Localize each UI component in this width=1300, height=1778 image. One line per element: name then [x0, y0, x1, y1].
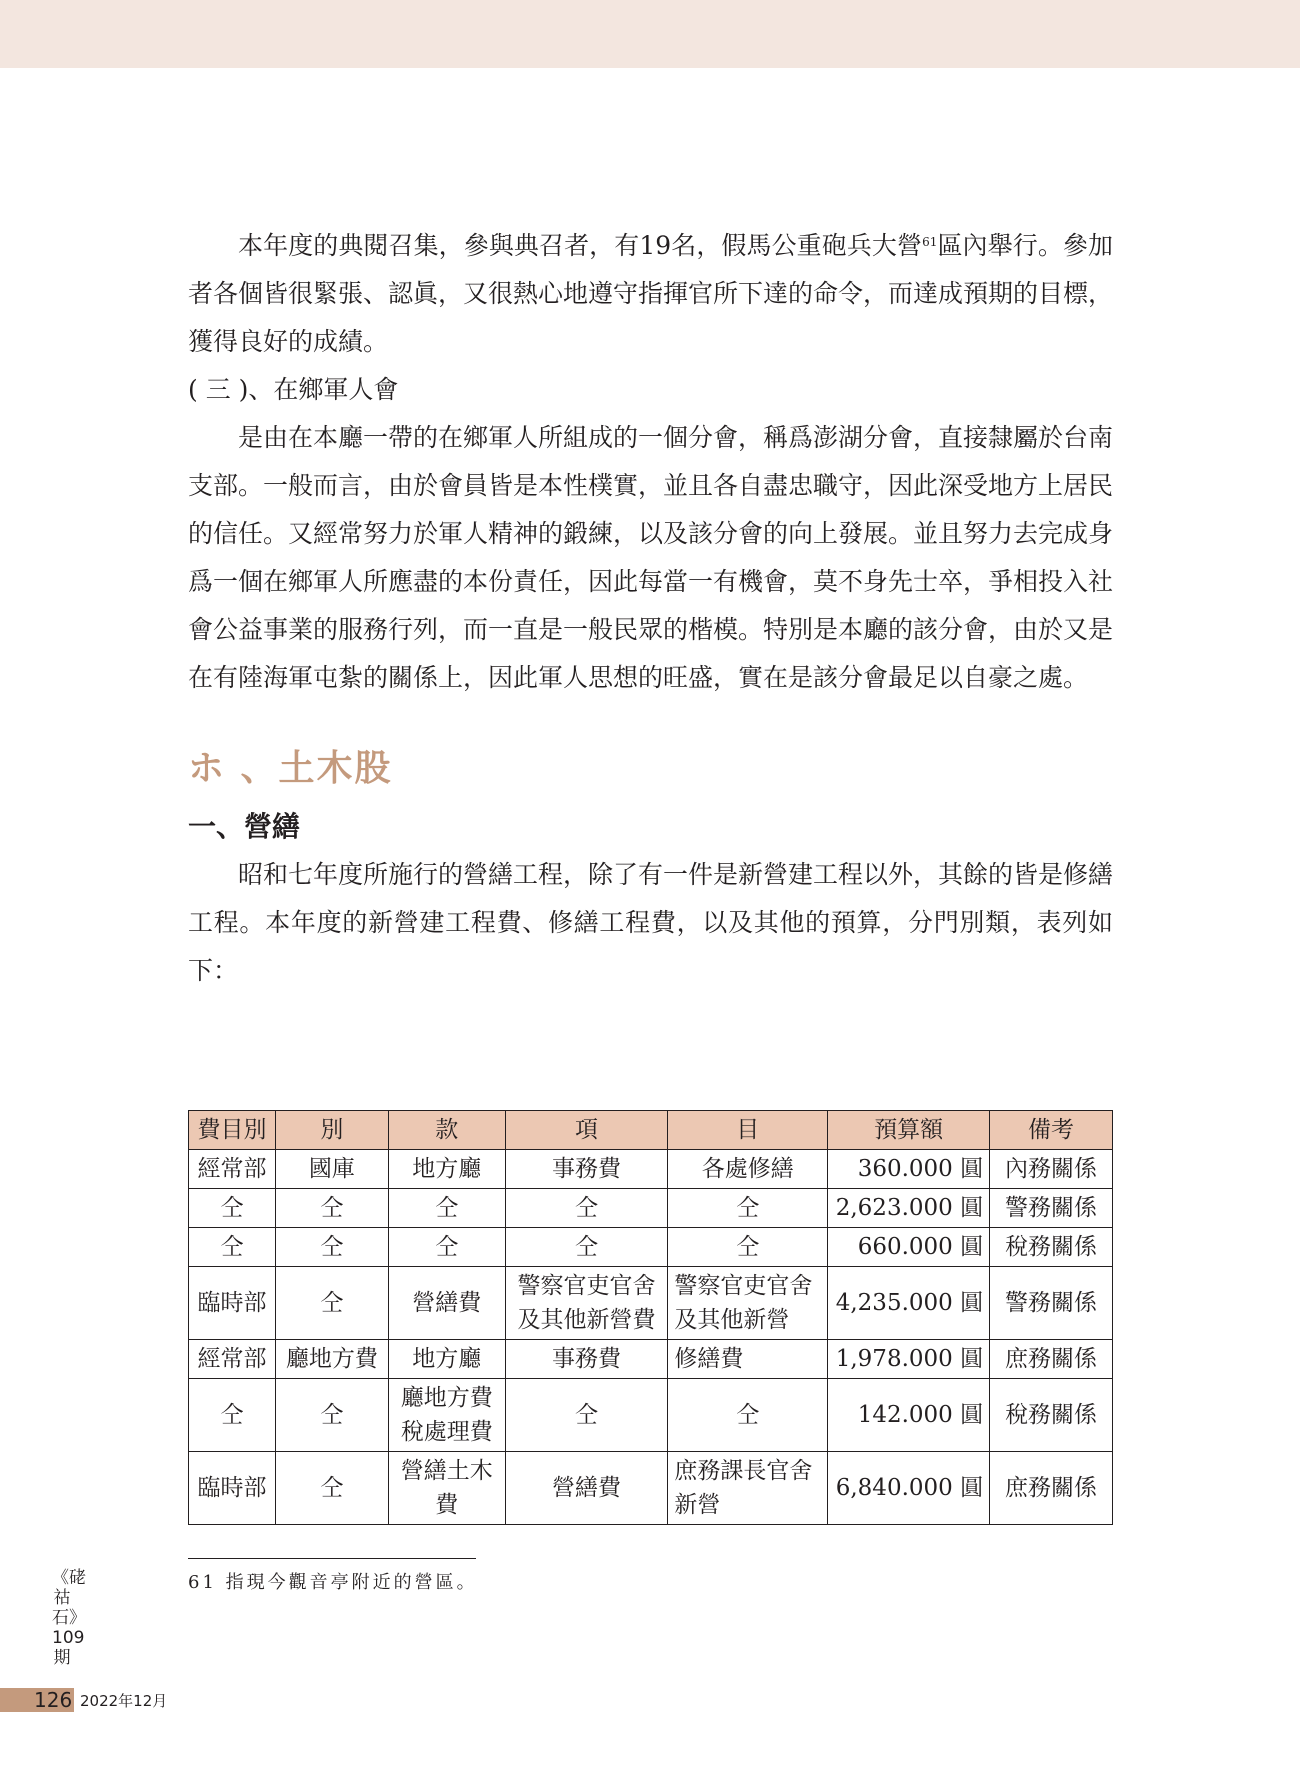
table-cell: 仝: [275, 1379, 388, 1452]
table-cell: 各處修繕: [668, 1150, 828, 1189]
table-cell: 4,235.000 圓: [828, 1267, 990, 1340]
table-cell: 仝: [275, 1189, 388, 1228]
publication-date: 2022年12月: [80, 1692, 168, 1710]
paragraph-3: 昭和七年度所施行的營繕工程，除了有一件是新營建工程以外，其餘的皆是修繕工程。本年度的新營建工程費、修繕工程費，以及其他的預算，分門別類，表列如下：: [188, 860, 1114, 985]
table-row: [189, 1228, 1113, 1267]
table-cell: 國庫: [275, 1150, 388, 1189]
table-cell: 仝: [668, 1228, 828, 1267]
table-cell: 仝: [189, 1189, 276, 1228]
table-cell: 廳地方費: [275, 1340, 388, 1379]
table-cell: 臨時部: [189, 1267, 276, 1340]
footnote-ref[interactable]: 61: [922, 235, 938, 249]
table-cell: 仝: [275, 1452, 388, 1525]
table-cell: 6,840.000 圓: [828, 1452, 990, 1525]
subheading: ( 三 )、在鄉軍人會: [188, 375, 399, 404]
table-cell: 仝: [668, 1189, 828, 1228]
table-cell: 仝: [275, 1267, 388, 1340]
table-cell: 仝: [388, 1189, 505, 1228]
table-cell: 經常部: [189, 1340, 276, 1379]
header-cell: 款: [388, 1111, 505, 1150]
table-cell: 1,978.000 圓: [828, 1340, 990, 1379]
table-row: [189, 1150, 1113, 1189]
table-cell: 庶務課長官舍新營: [668, 1452, 828, 1525]
table-cell: 警察官吏官舍及其他新營費: [505, 1267, 668, 1340]
table-cell: 庶務關係: [990, 1452, 1113, 1525]
table-cell: 稅務關係: [990, 1379, 1113, 1452]
table-cell: 事務費: [505, 1150, 668, 1189]
table-cell: 內務關係: [990, 1150, 1113, 1189]
sub-section-title: 一、營繕: [188, 810, 301, 843]
budget-table: [188, 1110, 1113, 1525]
footnote-divider: [188, 1558, 476, 1559]
table-cell: 地方廳: [388, 1150, 505, 1189]
table-cell: 營繕費: [505, 1452, 668, 1525]
paragraph-1: 本年度的典閱召集，參與典召者，有19名，假馬公重砲兵大營$^{61}$區內舉行。參加者各個皆很緊張、認眞，又很熱心地遵守指揮官所下達的命令，而達成預期的目標，獲得良好的成績。: [188, 231, 1114, 356]
header-cell: 別: [275, 1111, 388, 1150]
table-cell: 稅務關係: [990, 1228, 1113, 1267]
header-cell: 備考: [990, 1111, 1113, 1150]
table-header-row: [189, 1111, 1113, 1150]
main-content: [188, 222, 1113, 995]
table-row: [189, 1189, 1113, 1228]
table-cell: 仝: [505, 1228, 668, 1267]
table-cell: 警務關係: [990, 1267, 1113, 1340]
table-cell: 經常部: [189, 1150, 276, 1189]
table-cell: 仝: [505, 1189, 668, 1228]
page-number: 126: [34, 1688, 73, 1712]
header-cell: 費目別: [189, 1111, 276, 1150]
table-cell: 營繕土木費: [388, 1452, 505, 1525]
table-cell: 仝: [189, 1379, 276, 1452]
table-row: [189, 1379, 1113, 1452]
table-cell: 360.000 圓: [828, 1150, 990, 1189]
table-row: [189, 1340, 1113, 1379]
publication-title: 《硓祜石》109期: [52, 1568, 86, 1668]
table-cell: 仝: [275, 1228, 388, 1267]
table-cell: 2,623.000 圓: [828, 1189, 990, 1228]
section-title: ホ 、土木股: [188, 748, 393, 789]
table-cell: 仝: [388, 1228, 505, 1267]
table-cell: 660.000 圓: [828, 1228, 990, 1267]
table-cell: 仝: [505, 1379, 668, 1452]
header-cell: 目: [668, 1111, 828, 1150]
table-cell: 仝: [189, 1228, 276, 1267]
table-cell: 營繕費: [388, 1267, 505, 1340]
header-band: [0, 0, 1300, 68]
table-row: [189, 1452, 1113, 1525]
paragraph-2: 是由在本廳一帶的在鄉軍人所組成的一個分會，稱爲澎湖分會，直接隸屬於台南支部。一般而言，由於會員皆是本性樸實，並且各自盡忠職守，因此深受地方上居民的信任。又經常努力於軍人精神的鍛練，以及該分會的向上發展。並且努力去完成身爲一個在鄉軍人所應盡的本份責任，因此每當一有機會，莫不身先士卒，爭相投入社會公益事業的服務行列，而一直是一般民眾的楷模。特別是本廳的該分會，由於又是在有陸海軍屯紮的關係上，因此軍人思想的旺盛，實在是該分會最足以自豪之處。: [188, 423, 1114, 692]
table-cell: 仝: [668, 1379, 828, 1452]
footnote: 61 指現今觀音亭附近的營區。: [188, 1572, 478, 1593]
table-cell: 庶務關係: [990, 1340, 1113, 1379]
table-cell: 警務關係: [990, 1189, 1113, 1228]
table-cell: 地方廳: [388, 1340, 505, 1379]
header-cell: 項: [505, 1111, 668, 1150]
table-cell: 事務費: [505, 1340, 668, 1379]
table-cell: 警察官吏官舍及其他新營: [668, 1267, 828, 1340]
table-cell: 臨時部: [189, 1452, 276, 1525]
header-cell: 預算額: [828, 1111, 990, 1150]
table-cell: 142.000 圓: [828, 1379, 990, 1452]
table-row: [189, 1267, 1113, 1340]
table-cell: 修繕費: [668, 1340, 828, 1379]
table-cell: 廳地方費稅處理費: [388, 1379, 505, 1452]
